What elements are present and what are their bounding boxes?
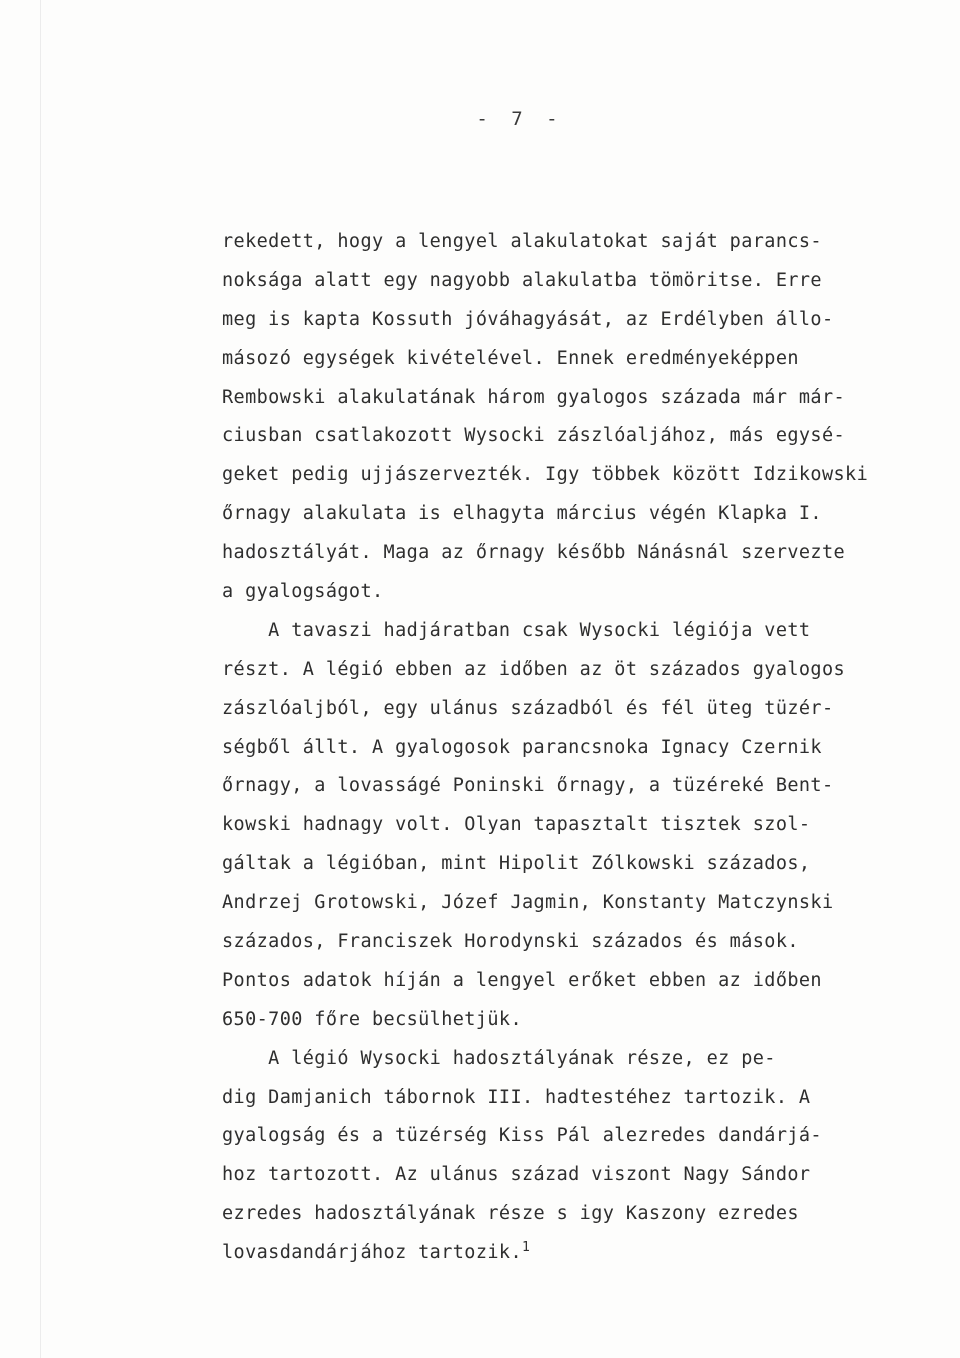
text-line: kowski hadnagy volt. Olyan tapasztalt tisztek szol-: [222, 814, 811, 836]
text-line: geket pedig ujjászervezték. Igy többek között Idzikowski: [222, 464, 869, 486]
text-line: 650-700 főre becsülhetjük.: [222, 1008, 522, 1030]
body-text: [222, 223, 912, 1273]
page-fold-line: [40, 0, 41, 1358]
text-line: zászlóaljból, egy ulánus századból és fél üteg tüzér-: [222, 697, 834, 719]
text-line: A tavaszi hadjáratban csak Wysocki légiója vett: [222, 619, 811, 641]
last-text-line: [222, 1234, 912, 1273]
text-line: meg is kapta Kossuth jóváhagyását, az Erdélyben állo-: [222, 308, 834, 330]
text-line: ciusban csatlakozott Wysocki zászlóaljához, más egysé-: [222, 425, 846, 447]
text-line: Rembowski alakulatának három gyalogos százada már már-: [222, 386, 846, 408]
last-line-text: lovasdandárjához tartozik.: [222, 1242, 522, 1264]
text-line: Pontos adatok híján a lengyel erőket ebben az időben: [222, 969, 822, 991]
text-line: gyalogság és a tüzérség Kiss Pál alezredes dandárjá-: [222, 1125, 822, 1147]
text-line: ségből állt. A gyalogosok parancsnoka Ignacy Czernik: [222, 736, 822, 758]
text-line: a gyalogságot.: [222, 581, 384, 603]
text-line: dig Damjanich tábornok III. hadtestéhez tartozik. A: [222, 1086, 811, 1108]
text-line: gáltak a légióban, mint Hipolit Zólkowski százados,: [222, 853, 811, 875]
footnote-marker: 1: [522, 1240, 531, 1255]
text-line: másozó egységek kivételével. Ennek eredményeképpen: [222, 347, 799, 369]
text-line: hadosztályát. Maga az őrnagy később Nánásnál szervezte: [222, 542, 846, 564]
page-number: - 7 -: [476, 108, 564, 130]
text-line: őrnagy, a lovasságé Poninski őrnagy, a tüzéreké Bent-: [222, 775, 834, 797]
text-line: százados, Franciszek Horodynski százados és mások.: [222, 931, 799, 953]
text-line: őrnagy alakulata is elhagyta március végén Klapka I.: [222, 503, 822, 525]
text-line: hoz tartozott. Az ulánus század viszont Nagy Sándor: [222, 1164, 811, 1186]
text-line: Andrzej Grotowski, Józef Jagmin, Konstanty Matczynski: [222, 892, 834, 914]
text-line: rekedett, hogy a lengyel alakulatokat saját parancs-: [222, 231, 822, 252]
text-line: noksága alatt egy nagyobb alakulatba tömöritse. Erre: [222, 269, 822, 291]
text-line: részt. A légió ebben az időben az öt százados gyalogos: [222, 658, 846, 680]
text-line: A légió Wysocki hadosztályának része, ez pe-: [222, 1047, 776, 1069]
text-line: ezredes hadosztályának része s igy Kaszony ezredes: [222, 1203, 799, 1225]
